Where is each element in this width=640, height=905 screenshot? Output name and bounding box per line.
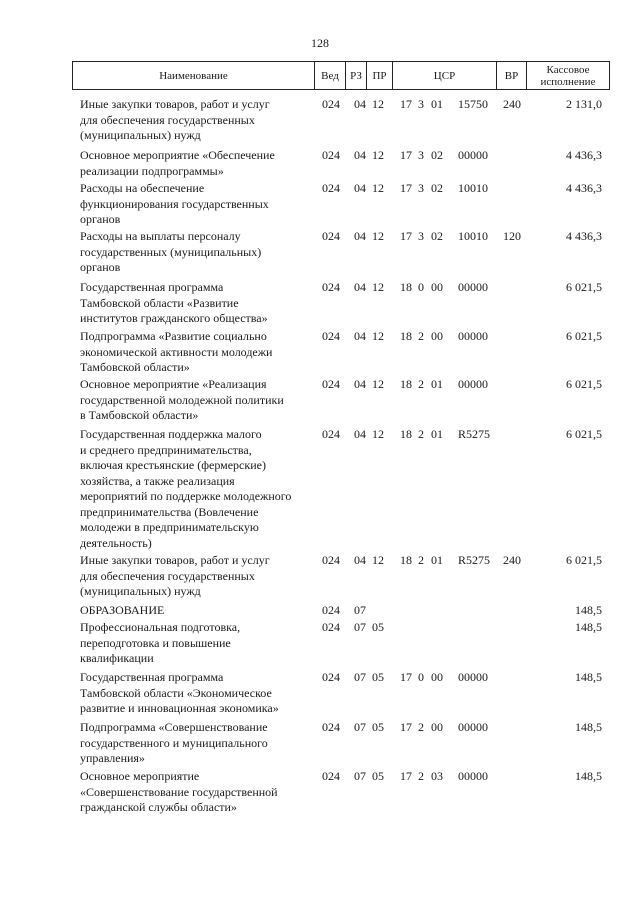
cell-ved: 024	[322, 427, 340, 441]
cell-rz: 07	[354, 670, 366, 684]
cell-csr-direction: R5275	[458, 427, 491, 441]
row-name: Расходы на выплаты персоналу государственных (муниципальных) органов	[80, 229, 262, 274]
cell-csr-program: 17	[400, 229, 412, 243]
cell-pr: 12	[372, 280, 384, 294]
cell-csr-program: 17	[400, 670, 412, 684]
cell-ved: 024	[322, 603, 340, 617]
cell-kassovoe: 148,5	[575, 620, 602, 634]
cell-kassovoe: 4 436,3	[566, 148, 602, 162]
cell-vr: 120	[503, 229, 521, 243]
cell-rz: 07	[354, 603, 366, 617]
cell-pr: 05	[372, 620, 384, 634]
cell-ved: 024	[322, 720, 340, 734]
row-name: Иные закупки товаров, работ и услуг для обеспечения государственных (муниципальных) нужд	[80, 553, 270, 598]
row-name: Основное мероприятие «Совершенствование государственной гражданской службы области»	[80, 769, 278, 814]
cell-ved: 024	[322, 670, 340, 684]
cell-rz: 04	[354, 229, 366, 243]
cell-pr: 12	[372, 329, 384, 343]
row-name: Профессиональная подготовка, переподготовка и повышение квалификации	[80, 620, 241, 665]
cell-csr-event: 00	[431, 329, 443, 343]
cell-kassovoe: 2 131,0	[566, 97, 602, 111]
cell-kassovoe: 6 021,5	[566, 553, 602, 567]
cell-kassovoe: 6 021,5	[566, 329, 602, 343]
cell-csr-program: 17	[400, 148, 412, 162]
cell-pr: 05	[372, 670, 384, 684]
row-name: Иные закупки товаров, работ и услуг для обеспечения государственных (муниципальных) нужд	[80, 97, 270, 142]
cell-csr-direction: R5275	[458, 553, 491, 567]
cell-rz: 04	[354, 427, 366, 441]
cell-csr-direction: 00000	[458, 670, 488, 684]
cell-rz: 04	[354, 329, 366, 343]
cell-ved: 024	[322, 97, 340, 111]
header-ved: Вед	[321, 69, 339, 82]
cell-pr: 12	[372, 377, 384, 391]
cell-kassovoe: 6 021,5	[566, 377, 602, 391]
cell-csr-program: 17	[400, 769, 412, 783]
cell-csr-event: 01	[431, 427, 443, 441]
row-name: Государственная программа Тамбовской области «Развитие институтов гражданского общества»	[80, 280, 268, 325]
cell-kassovoe: 148,5	[575, 769, 602, 783]
cell-csr-direction: 00000	[458, 769, 488, 783]
cell-csr-subprogram: 2	[418, 427, 424, 441]
row-name: Расходы на обеспечение функционирования государственных органов	[80, 181, 269, 226]
cell-ved: 024	[322, 769, 340, 783]
cell-rz: 04	[354, 148, 366, 162]
header-name: Наименование	[159, 69, 228, 82]
cell-csr-program: 18	[400, 329, 412, 343]
cell-ved: 024	[322, 148, 340, 162]
header-csr: ЦСР	[433, 69, 456, 82]
cell-ved: 024	[322, 280, 340, 294]
cell-rz: 04	[354, 553, 366, 567]
cell-csr-subprogram: 3	[418, 97, 424, 111]
cell-csr-program: 18	[400, 280, 412, 294]
cell-rz: 04	[354, 97, 366, 111]
cell-pr: 05	[372, 720, 384, 734]
cell-csr-event: 02	[431, 229, 443, 243]
cell-csr-subprogram: 2	[418, 769, 424, 783]
cell-csr-subprogram: 0	[418, 280, 424, 294]
cell-rz: 04	[354, 377, 366, 391]
cell-csr-subprogram: 2	[418, 720, 424, 734]
cell-csr-subprogram: 0	[418, 670, 424, 684]
cell-kassovoe: 4 436,3	[566, 181, 602, 195]
cell-csr-event: 01	[431, 377, 443, 391]
cell-csr-program: 18	[400, 427, 412, 441]
cell-rz: 07	[354, 769, 366, 783]
row-name: Подпрограмма «Совершенствование государственного и муниципального управления»	[80, 720, 268, 765]
cell-ved: 024	[322, 377, 340, 391]
row-name: Основное мероприятие «Реализация государственной молодежной политики в Тамбовской области»	[80, 377, 284, 422]
cell-kassovoe: 148,5	[575, 603, 602, 617]
cell-ved: 024	[322, 553, 340, 567]
cell-csr-direction: 00000	[458, 148, 488, 162]
cell-csr-event: 00	[431, 670, 443, 684]
cell-kassovoe: 4 436,3	[566, 229, 602, 243]
cell-csr-subprogram: 3	[418, 229, 424, 243]
cell-csr-subprogram: 3	[418, 148, 424, 162]
cell-csr-subprogram: 2	[418, 329, 424, 343]
cell-csr-subprogram: 2	[418, 553, 424, 567]
cell-csr-program: 18	[400, 553, 412, 567]
cell-csr-event: 02	[431, 148, 443, 162]
cell-vr: 240	[503, 97, 521, 111]
cell-ved: 024	[322, 329, 340, 343]
cell-rz: 07	[354, 720, 366, 734]
cell-csr-program: 17	[400, 181, 412, 195]
cell-csr-direction: 00000	[458, 280, 488, 294]
cell-csr-subprogram: 2	[418, 377, 424, 391]
cell-csr-event: 03	[431, 769, 443, 783]
cell-csr-direction: 15750	[458, 97, 488, 111]
cell-vr: 240	[503, 553, 521, 567]
cell-pr: 12	[372, 229, 384, 243]
header-vr: ВР	[504, 69, 519, 82]
header-pr: ПР	[372, 69, 387, 82]
cell-rz: 04	[354, 280, 366, 294]
cell-pr: 05	[372, 769, 384, 783]
cell-csr-event: 00	[431, 720, 443, 734]
cell-csr-direction: 00000	[458, 720, 488, 734]
row-name: Государственная программа Тамбовской области «Экономическое развитие и инновационная экономика»	[80, 670, 279, 715]
row-name: Государственная поддержка малого и среднего предпринимательства, включая крестьянские (фермерские) хозяйства, а также реализация мероприятий по поддержке молодежного предпринимательства (Вовлечение молодежи в предпринимательскую деятельность)	[80, 427, 292, 550]
cell-ved: 024	[322, 620, 340, 634]
cell-rz: 04	[354, 181, 366, 195]
cell-pr: 12	[372, 553, 384, 567]
cell-csr-program: 18	[400, 377, 412, 391]
page-number: 128	[311, 36, 329, 50]
cell-ved: 024	[322, 181, 340, 195]
cell-csr-direction: 10010	[458, 181, 488, 195]
cell-pr: 12	[372, 148, 384, 162]
cell-kassovoe: 148,5	[575, 670, 602, 684]
cell-kassovoe: 6 021,5	[566, 427, 602, 441]
cell-csr-event: 00	[431, 280, 443, 294]
header-kassovoe: Кассовое исполнение	[540, 63, 596, 88]
cell-pr: 12	[372, 427, 384, 441]
row-name: Подпрограмма «Развитие социально экономической активности молодежи Тамбовской области»	[80, 329, 273, 374]
cell-kassovoe: 6 021,5	[566, 280, 602, 294]
cell-csr-direction: 00000	[458, 377, 488, 391]
cell-csr-direction: 10010	[458, 229, 488, 243]
header-rz: РЗ	[350, 69, 362, 82]
cell-kassovoe: 148,5	[575, 720, 602, 734]
cell-ved: 024	[322, 229, 340, 243]
cell-pr: 12	[372, 97, 384, 111]
row-name: ОБРАЗОВАНИЕ	[80, 603, 165, 617]
cell-pr: 12	[372, 181, 384, 195]
table-header	[72, 61, 610, 90]
cell-csr-direction: 00000	[458, 329, 488, 343]
cell-csr-program: 17	[400, 720, 412, 734]
row-name: Основное мероприятие «Обеспечение реализации подпрограммы»	[80, 148, 275, 178]
cell-csr-event: 01	[431, 553, 443, 567]
cell-csr-subprogram: 3	[418, 181, 424, 195]
cell-csr-event: 02	[431, 181, 443, 195]
cell-csr-program: 17	[400, 97, 412, 111]
cell-csr-event: 01	[431, 97, 443, 111]
cell-rz: 07	[354, 620, 366, 634]
